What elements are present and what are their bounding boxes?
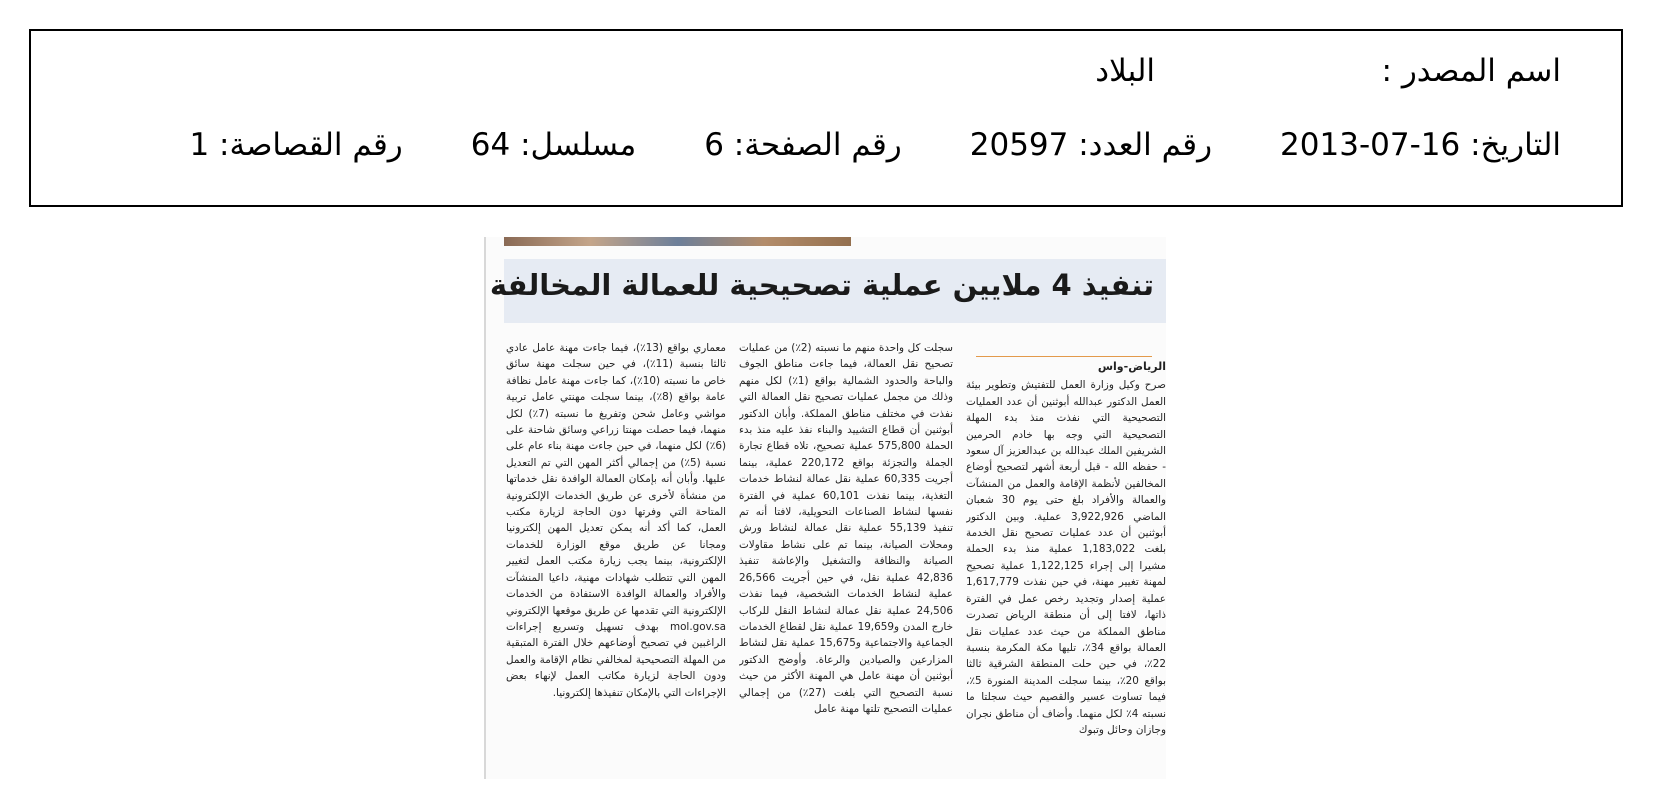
clipping-header [29,29,1623,207]
photo-fragment [504,237,851,246]
article-column-left [506,340,726,765]
date-field: التاريخ: 16-07-2013 [1280,127,1561,163]
issue-number-field: رقم العدد: 20597 [969,127,1213,163]
newspaper-clipping [484,237,1166,779]
article-text-left: معماري بواقع (13٪)، فيما جاءت مهنة عامل عادي ثالثا بنسبة (11٪)، في حين سجلت مهنة سائق خاص ما نسبته (10٪)، كما جاءت مهنة عامل نظافة عامة بواقع (8٪)، بينما سجلت مهنتي عامل تربية مواشي وعامل شحن وتفريغ ما نسبته (7٪) لكل منهما، فيما حصلت مهنتا زراعي وسائق شاحنة على (6٪) لكل منهما، في حين جاءت مهنة بناء عام على نسبة (5٪) من إجمالي أكثر المهن التي تم التعديل عليها. وأبان أنه بإمكان العمالة الوافدة نقل خدماتها من منشأة لأخرى عن طريق الخدمات الإلكترونية المتاحة التي وفرتها دون الحاجة لزيارة مكتب العمل، كما أكد أنه يمكن تعديل المهن إلكترونيا ومجانا عن طريق موقع الوزارة للخدمات الإلكترونية، بينما يجب زيارة مكتب العمل لتغيير المهن التي تتطلب شهادات مهنية، داعيا المنشآت والأفراد والعمالة الوافدة الاستفادة من الخدمات الإلكترونية التي تقدمها عن طريق موقعها الإلكتروني mol.gov.sa بهدف تسهيل وتسريع إجراءات الراغبين في تصحيح أوضاعهم خلال الفترة المتبقية من المهلة التصحيحية لمخالفي نظام الإقامة والعمل ودون الحاجة لزيارة مكاتب العمل لإنهاء بعض الإجراءات التي بالإمكان تنفيذها إلكترونيا. [506,342,726,699]
article-text-right: صرح وكيل وزارة العمل للتفتيش وتطوير بيئة العمل الدكتور عبدالله أبوثنين أن عدد العمليات التصحيحية التي نفذت منذ بدء المهلة التصحيحية التي وجه بها خادم الحرمين الشريفين الملك عبدالله بن عبدالعزيز آل سعود - حفظه الله - قبل أربعة أشهر لتصحيح أوضاع المخالفين لأنظمة الإقامة والعمل من المنشآت والعمالة والأفراد بلغ حتى يوم 30 شعبان الماضي 3,922,926 عملية. وبين الدكتور أبوثنين أن عدد عمليات تصحيح نقل الخدمة بلغت 1,183,022 عملية منذ بدء الحملة مشيرا إلى إجراء 1,122,125 عملية تصحيح لمهنة تغيير مهنة، في حين نفذت 1,617,779 عملية إصدار وتجديد رخص عمل في الفترة ذاتها، لافتا إلى أن منطقة الرياض تصدرت مناطق المملكة من حيث عدد عمليات نقل العمالة بواقع 34٪، تليها مكة المكرمة بنسبة 22٪، في حين حلت المنطقة الشرقية ثالثا بواقع 20٪، بينما سجلت المدينة المنورة 5٪، فيما تساوت عسير والقصيم حيث سجلتا ما نسبته 4٪ لكل منهما. وأضاف أن مناطق نجران وجازان وحائل وتبوك [966,379,1166,736]
clipping-edge [484,237,486,779]
headline-band [489,259,1166,323]
article-column-middle [739,340,953,765]
article-column-right [966,359,1166,774]
serial-field: مسلسل: 64 [470,127,637,163]
source-value: البلاد [1095,53,1155,89]
column-rule [976,356,1152,357]
article-text-middle: سجلت كل واحدة منهم ما نسبته (2٪) من عمليات تصحيح نقل العمالة، فيما جاءت مناطق الجوف والباحة والحدود الشمالية بواقع (1٪) لكل منهم وذلك من مجمل عمليات تصحيح نقل العمالة التي نفذت في مختلف مناطق المملكة. وأبان الدكتور أبوثنين أن قطاع التشييد والبناء نفذ عليه منذ بدء الحملة 575,800 عملية تصحيح، تلاه قطاع تجارة الجملة والتجزئة بواقع 220,172 عملية، بينما أجريت 60,335 عملية نقل عمالة لنشاط خدمات التغذية، بينما نفذت 60,101 عملية في الفترة نفسها لنشاط الصناعات التحويلية، لافتا أنه تم تنفيذ 55,139 عملية نقل عمالة لنشاط ورش ومحلات الصيانة، بينما تم على نشاط مقاولات الصيانة والنظافة والتشغيل والإعاشة تنفيذ 42,836 عملية نقل، في حين أجريت 26,566 عملية لنشاط الخدمات الشخصية، فيما نفذت 24,506 عملية نقل عمالة لنشاط النقل للركاب خارج المدن و19,659 عملية نقل لقطاع الخدمات الجماعية والاجتماعية و15,675 عملية نقل لنشاط المزارعين والصيادين والرعاة. وأوضح الدكتور أبوثنين أن مهنة عامل هي المهنة الأكثر من حيث نسبة التصحيح التي بلغت (27٪) من إجمالي عمليات التصحيح تلتها مهنة عامل [739,342,953,715]
page-number-field: رقم الصفحة: 6 [704,127,902,163]
clipping-metadata-row [189,127,1561,163]
article-dateline: الرياض-واس [1097,360,1166,373]
source-label: اسم المصدر : [1381,53,1561,89]
article-headline: تنفيذ 4 ملايين عملية تصحيحية للعمالة المخالفة [489,268,1154,302]
clip-number-field: رقم القصاصة: 1 [189,127,403,163]
